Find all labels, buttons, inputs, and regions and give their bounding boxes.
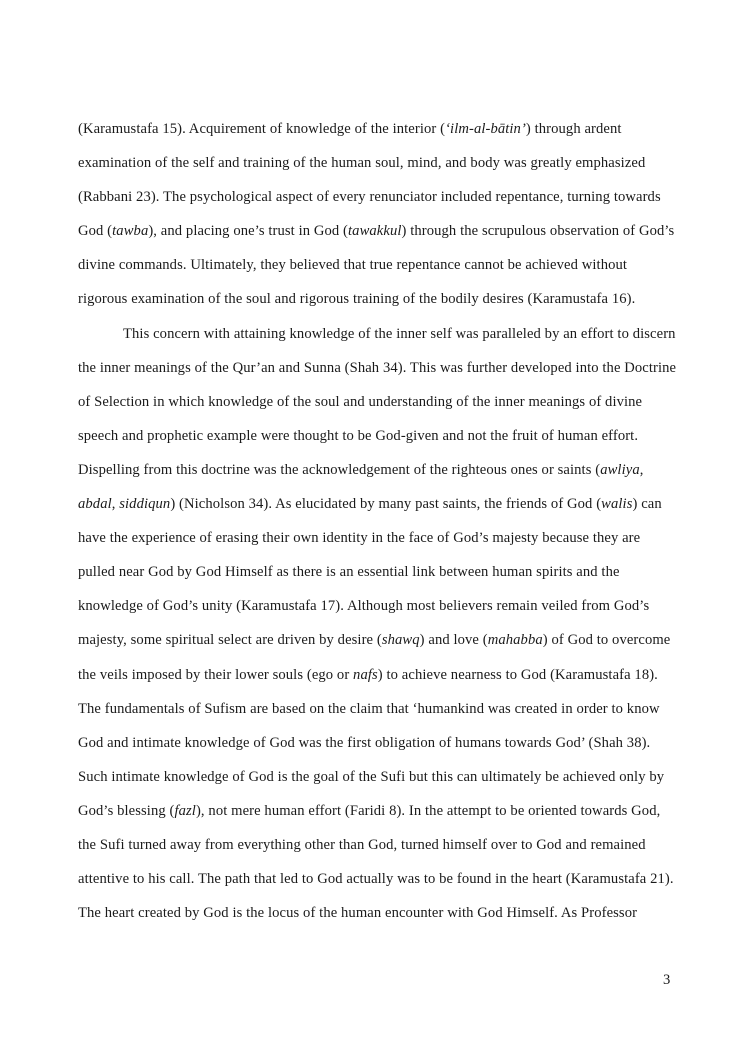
text-segment: attentive to his call. The path that led to God actually was to be found in the heart (Karamustafa 21). bbox=[78, 871, 674, 888]
text-segment: God’s blessing ( bbox=[78, 802, 175, 819]
text-line bbox=[78, 453, 678, 487]
text-line bbox=[78, 214, 678, 248]
italic-term: nafs bbox=[353, 666, 378, 683]
text-line bbox=[78, 419, 678, 453]
text-line bbox=[78, 282, 678, 316]
text-segment: ) of God to overcome bbox=[542, 632, 671, 649]
text-segment: knowledge of God’s unity (Karamustafa 17). Although most believers remain veiled from God’s bbox=[78, 598, 650, 615]
text-segment: ) through ardent bbox=[525, 121, 622, 137]
text-segment: speech and prophetic example were thought to be God-given and not the fruit of human effort. bbox=[78, 427, 639, 444]
text-segment: the inner meanings of the Qur’an and Sunna (Shah 34). This was further developed into the Doctrine bbox=[78, 359, 677, 376]
text-segment: ) can bbox=[632, 496, 662, 513]
text-line bbox=[78, 351, 678, 385]
text-segment: ) and love ( bbox=[419, 632, 488, 649]
text-line bbox=[78, 112, 678, 146]
text-segment: have the experience of erasing their own identity in the face of God’s majesty because they are bbox=[78, 530, 641, 547]
italic-term: mahabba bbox=[487, 632, 543, 649]
italic-term: ‘ilm-al-bātin’ bbox=[445, 121, 526, 137]
italic-term: tawba bbox=[112, 223, 149, 240]
text-line bbox=[78, 317, 678, 351]
text-segment: God and intimate knowledge of God was the first obligation of humans towards God’ (Shah 38). bbox=[78, 734, 651, 751]
text-segment: , bbox=[111, 496, 120, 513]
text-line bbox=[78, 555, 678, 589]
text-line bbox=[78, 146, 678, 180]
text-segment: , bbox=[639, 461, 644, 478]
text-segment: ) through the scrupulous observation of God’s bbox=[401, 223, 675, 240]
text-segment: examination of the self and training of the human soul, mind, and body was greatly emphasized bbox=[78, 155, 646, 172]
text-segment: pulled near God by God Himself as there is an essential link between human spirits and the bbox=[78, 564, 620, 581]
text-line bbox=[78, 760, 678, 794]
text-line bbox=[78, 726, 678, 760]
text-segment: ) (Nicholson 34). As elucidated by many past saints, the friends of God ( bbox=[170, 496, 602, 513]
text-line bbox=[78, 623, 678, 657]
text-line bbox=[78, 180, 678, 214]
text-line bbox=[78, 692, 678, 726]
text-segment: (Rabbani 23). The psychological aspect of every renunciator included repentance, turning towards bbox=[78, 189, 661, 206]
text-segment: the veils imposed by their lower souls (ego or bbox=[78, 666, 354, 683]
text-line bbox=[78, 896, 678, 930]
text-segment: the Sufi turned away from everything other than God, turned himself over to God and remained bbox=[78, 836, 646, 853]
italic-term: siddiqun bbox=[119, 496, 171, 513]
italic-term: abdal bbox=[78, 496, 112, 513]
text-line bbox=[78, 862, 678, 896]
text-line bbox=[78, 794, 678, 828]
italic-term: awliya bbox=[600, 461, 640, 478]
text-line bbox=[78, 248, 678, 282]
text-line bbox=[78, 658, 678, 692]
text-segment: God ( bbox=[78, 223, 113, 240]
text-line bbox=[78, 385, 678, 419]
italic-term: fazl bbox=[174, 802, 196, 819]
italic-term: shawq bbox=[381, 632, 420, 649]
text-segment: This concern with attaining knowledge of the inner self was paralleled by an effort to discern bbox=[123, 325, 676, 342]
text-line bbox=[78, 521, 678, 555]
italic-term: walis bbox=[601, 496, 633, 513]
text-segment: (Karamustafa 15). Acquirement of knowledge of the interior ( bbox=[78, 121, 446, 137]
text-line bbox=[78, 487, 678, 521]
text-segment: of Selection in which knowledge of the soul and understanding of the inner meanings of divine bbox=[78, 393, 643, 410]
text-segment: The heart created by God is the locus of the human encounter with God Himself. As Professor bbox=[78, 905, 638, 922]
text-segment: divine commands. Ultimately, they believed that true repentance cannot be achieved without bbox=[78, 257, 628, 274]
text-segment: Such intimate knowledge of God is the goal of the Sufi but this can ultimately be achieved only by bbox=[78, 768, 665, 785]
text-segment: ), not mere human effort (Faridi 8). In the attempt to be oriented towards God, bbox=[195, 802, 661, 819]
italic-term: tawakkul bbox=[348, 223, 402, 240]
text-segment: Dispelling from this doctrine was the acknowledgement of the righteous ones or saints ( bbox=[78, 461, 601, 478]
text-segment: The fundamentals of Sufism are based on the claim that ‘humankind was created in order to know bbox=[78, 700, 660, 717]
text-line bbox=[78, 589, 678, 623]
text-segment: ) to achieve nearness to God (Karamustafa 18). bbox=[377, 666, 658, 683]
document-body-text bbox=[78, 112, 678, 930]
text-segment: rigorous examination of the soul and rigorous training of the bodily desires (Karamustafa 16). bbox=[78, 291, 636, 308]
page-number: 3 bbox=[663, 972, 671, 988]
text-line bbox=[78, 828, 678, 862]
text-segment: ), and placing one’s trust in God ( bbox=[148, 223, 349, 240]
text-segment: majesty, some spiritual select are driven by desire ( bbox=[78, 632, 382, 649]
